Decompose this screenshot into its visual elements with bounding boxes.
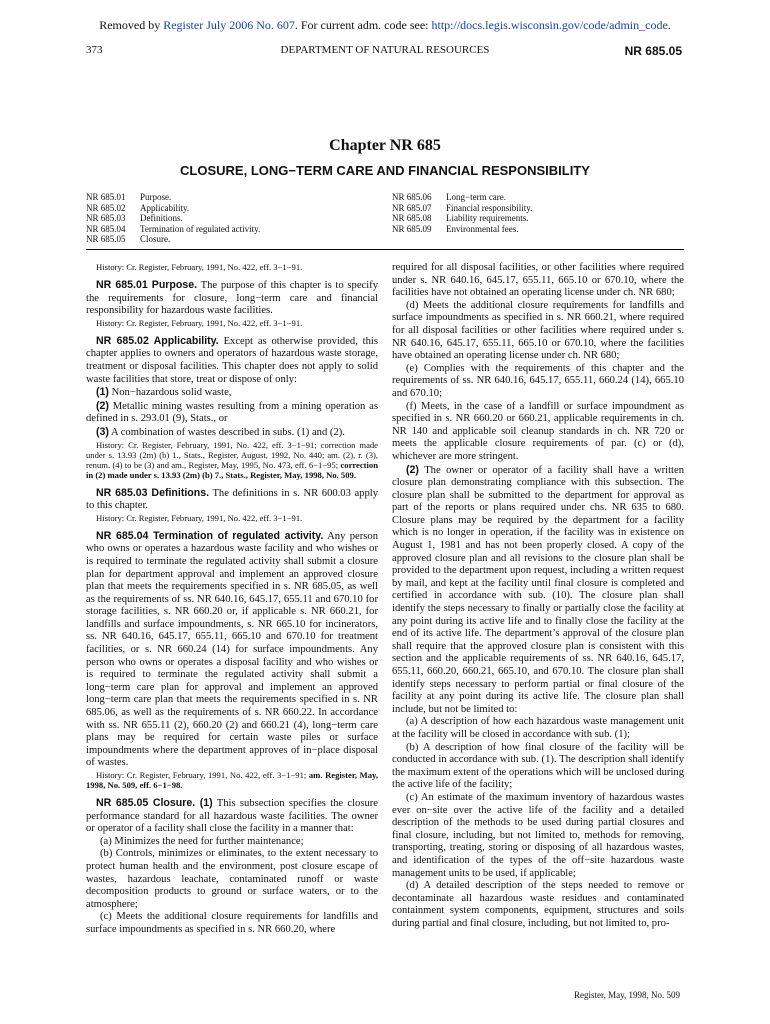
- subsection-number: (2): [96, 399, 109, 412]
- section-685-03: [86, 487, 378, 513]
- history-note: History: Cr. Register, February, 1991, No. 422, eff. 3−1−91.: [96, 512, 303, 523]
- toc-entry[interactable]: [86, 234, 260, 245]
- toc-num: NR 685.03: [86, 213, 126, 223]
- history-note: [86, 770, 378, 790]
- toc-entry[interactable]: [392, 192, 532, 203]
- toc-entry[interactable]: [392, 213, 532, 224]
- toc-divider: [86, 249, 684, 250]
- banner-middle: . For current adm. code see:: [294, 18, 432, 32]
- paragraph-c: (c) Meets the additional closure requirements for landfills and surface impoundments as specified in s. NR 660.20, where: [86, 911, 378, 935]
- paragraph-f: (f) Meets, in the case of a landfill or surface impoundment as specified in s. NR 660.20 or 660.21, applicable requirements in ch. NR 140 and applicable soil cleanup standards in ch. NR 720 or meets the applicable closure requirements of par. (c) or (d), whichever are more stringent.: [392, 400, 684, 462]
- toc-num: NR 685.09: [392, 223, 432, 234]
- section-685-01: [86, 279, 378, 318]
- banner-suffix: .: [667, 18, 671, 32]
- subsection-number: (2): [406, 463, 419, 476]
- running-header-code: NR 685.05: [624, 44, 682, 58]
- register-footer: Register, May, 1998, No. 509: [573, 990, 680, 1000]
- toc-num: NR 685.04: [86, 223, 126, 234]
- page-number: 373: [86, 44, 103, 56]
- history-note: History: Cr. Register, February, 1991, No. 422, eff. 3−1−91.: [96, 262, 303, 272]
- toc-entry[interactable]: [86, 192, 260, 203]
- section-text: Any person who owns or operates a hazardous waste facility and who wishes or is required to terminate the regulated activity shall submit a closure plan for department approval and implement an approved closure plan that meets the requirements specified in s. NR 685.05, as well as the requirements of ss. NR 640.16, 645.17, 655.11 and 670.10 for storage facilities, s. NR 660.20 or, if applicable s. NR 660.21, for landfills and surface impoundments, s. NR 665.10 for incinerators, ss. NR 640.16, 645.17, 655.11, 665.10 and 670.10 for treatment facilities, or s. NR 660.24 (14) for surface impoundments. Any person who owns or operates a disposal facility and who wishes or is required to terminate the regulated activity shall submit a long−term care plan for approval and implement an approved long−term care plan that meets the requirements specified in s. NR 685.06, as well as the requirements of s. NR 660.22. In accordance with ss. NR 655.11 (2), 660.20 (2) and 660.21 (4), long−term care plans may be required for certain waste piles or surface impoundments where the department approves of in−place disposal of wastes.: [86, 530, 378, 769]
- toc-entry[interactable]: [86, 213, 260, 224]
- toc-title: Applicability.: [140, 202, 190, 213]
- subsection: [86, 386, 378, 400]
- toc-title: Purpose.: [140, 192, 172, 202]
- subsection-text: Metallic mining wastes resulting from a mining operation as defined in s. 293.01 (9), Stats., or: [86, 400, 378, 425]
- toc-entry[interactable]: [86, 224, 260, 235]
- removal-banner: [0, 18, 770, 33]
- toc-left: [86, 192, 260, 245]
- paragraph-2d: (d) A detailed description of the steps needed to remove or decontaminate all hazardous waste residues and contaminated containment system components, equipment, structures and soils during partial and final closure, including, but not limited to, pro-: [392, 880, 684, 929]
- toc-title: Long−term care.: [446, 192, 507, 202]
- left-column: [86, 262, 378, 937]
- section-heading: NR 685.02 Applicability.: [96, 334, 219, 347]
- section-685-05: [86, 797, 378, 836]
- section-heading: NR 685.03 Definitions.: [96, 486, 210, 499]
- subsection-text: The owner or operator of a facility shall have a written closure plan demonstrating compliance with this subsection. The closure plan shall be submitted to the department for approval as part of the reports or plans required under chs. NR 635 to 680. Closure plans may be required by the department for a facility which is no longer in operation, if the facility was in existence on August 1, 1981 and has not been properly closed. A copy of the approved closure plan and all revisions to the closure plan shall be provided to the department upon request, including a written request by mail, and kept at the facility until final closure is completed and certified in accordance with sub. (10). The closure plan shall identify the steps necessary to finally or partially close the facility at any point during its active life and to finally close the facility at the end of its active life. The department’s approval of the closure plan shall require that the approved closure plan is consistent with this section and the applicable requirements of ss. NR 640.16, 645.17, 655.11, 660.20, 660.21, 665.10, and 670.10. The closure plan shall identify steps necessary to perform partial or final closure of the facility at any point during its active life. The closure plan shall include, but not be limited to:: [392, 464, 684, 715]
- history-text: History: Cr. Register, February, 1991, No. 422, eff. 3−1−91; correction made under s. 13.93 (2m) (b) 1., Stats., Register, August, 1992, No. 440; am. (2), r. (3), renum. (4) to be (3) and am., Register, May, 1995, No. 473, eff. 6−1−95;: [86, 439, 378, 470]
- paragraph-e: (e) Complies with the requirements of this chapter and the requirements of ss. NR 640.16, 645.17, 655.11, 660.24 (14), 665.10 and 670.10;: [392, 362, 684, 399]
- section-685-04: [86, 530, 378, 770]
- toc-num: NR 685.05: [86, 234, 126, 244]
- toc-title: Definitions.: [140, 213, 183, 223]
- subsection-text: A combination of wastes described in subs. (1) and (2).: [108, 426, 345, 438]
- register-link[interactable]: Register July 2006 No. 607: [163, 18, 295, 32]
- toc-title: Liability requirements.: [446, 213, 529, 223]
- section-text: Except as otherwise provided, this chapter applies to owners and operators of hazardous waste storage, treatment or disposal facilities. This chapter does not apply to solid waste facilities that store, treat or dispose of only:: [86, 335, 378, 385]
- section-text: This subsection specifies the closure performance standard for all hazardous waste facilities. The owner or operator of a facility shall close the facility in a manner that:: [86, 798, 378, 835]
- paragraph-2b: (b) A description of how final closure of the facility will be conducted in accordance with sub. (1). The description shall identify the maximum extent of the operations which will be unclosed during the active life of the facility;: [392, 741, 684, 791]
- toc-entry[interactable]: [392, 224, 532, 235]
- subsection-2: [392, 464, 684, 717]
- section-text: The definitions in s. NR 600.03 apply to this chapter.: [86, 487, 379, 512]
- toc-title: Closure.: [140, 234, 171, 244]
- paragraph-d: (d) Meets the additional closure requirements for landfills and surface impoundments as specified in s. NR 660.21, where required for all disposal facilities or other facilities where required under s. NR 640.16, 645.17, 655.11, 665.10 or 670.10, where the facilities have obtained an operating license under ch. NR 680;: [392, 299, 684, 362]
- right-column: [392, 262, 684, 930]
- subsection-text: Non−hazardous solid waste,: [108, 387, 232, 399]
- toc-title: Environmental fees.: [446, 223, 519, 234]
- toc-num: NR 685.06: [392, 192, 432, 202]
- paragraph-b: (b) Controls, minimizes or eliminates, to the extent necessary to protect human health and the environment, post closure escape of wastes, hazardous leachate, contaminated runoff or waste decomposition products to ground or surface waters, or to the atmosphere;: [86, 848, 378, 910]
- history-amendment: am. Register, May, 1998, No. 509, eff. 6−1−98.: [86, 770, 378, 790]
- section-text: The purpose of this chapter is to specify the requirements for closure, long−term care and financial responsibility for hazardous waste facilities.: [86, 280, 378, 317]
- toc-entry[interactable]: [392, 203, 532, 214]
- history-note: History: Cr. Register, February, 1991, No. 422, eff. 3−1−91.: [96, 317, 303, 328]
- toc-num: NR 685.07: [392, 202, 432, 213]
- history-text: History: Cr. Register, February, 1991, No. 422, eff. 3−1−91;: [96, 770, 307, 780]
- chapter-title: Chapter NR 685: [329, 137, 441, 154]
- toc-num: NR 685.01: [86, 192, 126, 202]
- chapter-subtitle: CLOSURE, LONG−TERM CARE AND FINANCIAL RESPONSIBILITY: [180, 163, 590, 178]
- toc-entry[interactable]: [86, 203, 260, 214]
- history-correction: correction in (2) made under s. 13.93 (2m) (b) 7., Stats., Register, May, 1998, No. 509.: [86, 459, 378, 480]
- toc-title: Termination of regulated activity.: [140, 223, 261, 234]
- toc-title: Financial responsibility.: [446, 202, 533, 213]
- subsection-number: (1): [195, 797, 213, 809]
- section-685-02: [86, 335, 378, 386]
- paragraph-2c: (c) An estimate of the maximum inventory of hazardous wastes ever on−site over the active life of the facility and a detailed description of the methods to be used during partial closures and final closure, including, but not limited to, methods for removing, transporting, treating, storing or disposing of all hazardous wastes, and identification of the types of the off−site hazardous waste management units to be used, if applicable;: [392, 791, 684, 879]
- subsection-number: (1): [96, 386, 109, 399]
- history-note: [86, 440, 378, 480]
- section-heading: NR 685.05 Closure.: [96, 797, 196, 809]
- section-heading: NR 685.01 Purpose.: [96, 279, 198, 291]
- subsection-number: (3): [96, 425, 109, 438]
- subsection: [86, 400, 378, 426]
- banner-prefix: Removed by: [99, 18, 161, 32]
- section-heading: NR 685.04 Termination of regulated activity.: [96, 529, 324, 542]
- toc-num: NR 685.08: [392, 213, 432, 223]
- paragraph-2a: (a) A description of how each hazardous waste management unit at the facility will be closed in accordance with sub. (1);: [392, 716, 684, 740]
- admin-code-link[interactable]: http://docs.legis.wisconsin.gov/code/admin_code: [431, 18, 668, 32]
- subsection: [86, 426, 378, 440]
- continued-text: required for all disposal facilities, or other facilities where required under s. NR 640.16, 645.17, 655.11, 665.10 or 670.10, where the facilities have not obtained an operating license under ch. NR 680;: [392, 262, 684, 299]
- paragraph-a: (a) Minimizes the need for further maintenance;: [100, 835, 304, 847]
- running-header-dept: DEPARTMENT OF NATURAL RESOURCES: [280, 44, 490, 56]
- toc-num: NR 685.02: [86, 202, 126, 213]
- toc-right: [392, 192, 532, 234]
